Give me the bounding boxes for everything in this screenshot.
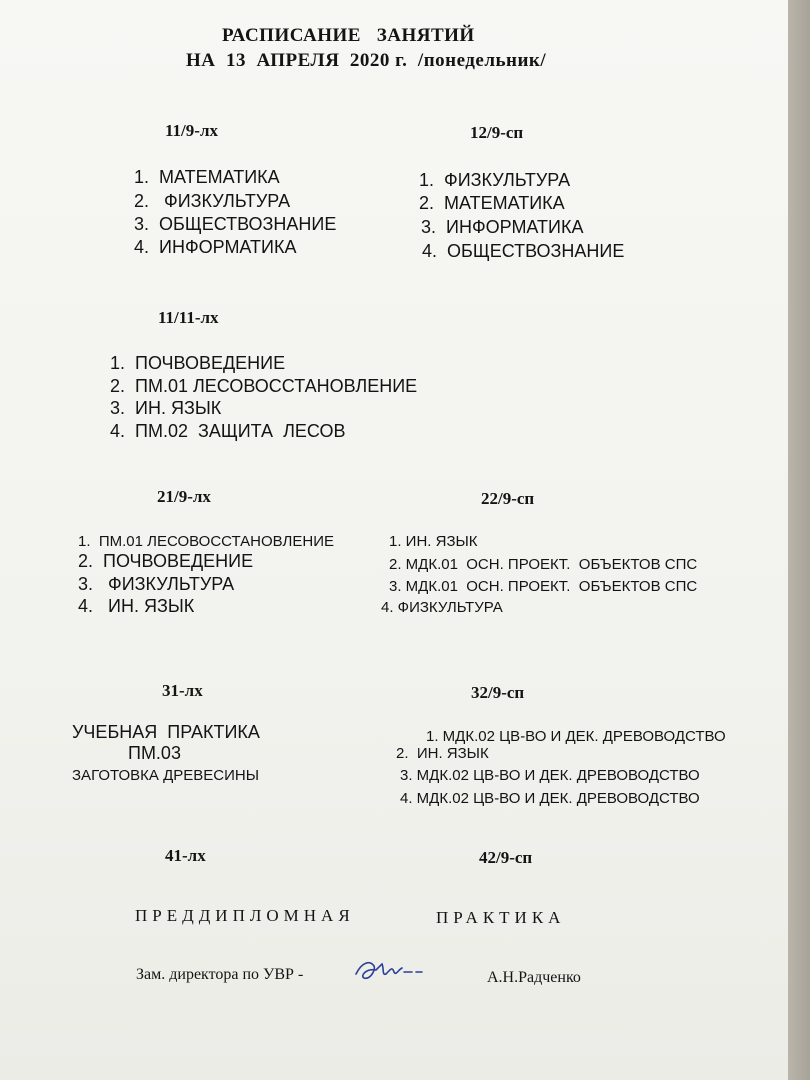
schedule-title: РАСПИСАНИЕ ЗАНЯТИЙ [222, 25, 475, 46]
practice-label-right: ПРАКТИКА [436, 908, 566, 927]
list-item: 4. МДК.02 ЦВ-ВО И ДЕК. ДРЕВОВОДСТВО [400, 790, 700, 807]
list-item: 2. МАТЕМАТИКА [419, 193, 565, 213]
list-item: ПМ.03 [128, 743, 181, 763]
group-heading-22-9-sp: 22/9-сп [481, 489, 535, 508]
handwritten-signature [352, 958, 424, 988]
group-heading-32-9-sp: 32/9-сп [471, 683, 525, 702]
list-item: 2. ПМ.01 ЛЕСОВОССТАНОВЛЕНИЕ [110, 376, 418, 396]
list-item: 3. ОБЩЕСТВОЗНАНИЕ [134, 214, 337, 234]
group-heading-41-lh: 41-лх [165, 846, 206, 865]
list-item: 1. ФИЗКУЛЬТУРА [419, 170, 571, 190]
list-item: 4. ИН. ЯЗЫК [78, 596, 195, 616]
background-edge [788, 0, 810, 1080]
list-item: 4. ИНФОРМАТИКА [134, 237, 297, 257]
group-heading-21-9-lh: 21/9-лх [157, 487, 211, 506]
group-heading-11-9-lh: 11/9-лх [165, 121, 218, 140]
signer-position: Зам. директора по УВР - [136, 966, 304, 983]
list-item: 2. МДК.01 ОСН. ПРОЕКТ. ОБЪЕКТОВ СПС [389, 556, 698, 573]
list-item: 1. ИН. ЯЗЫК [389, 533, 478, 550]
practice-label-left: ПРЕДДИПЛОМНАЯ [135, 906, 355, 925]
list-item: 1. МДК.02 ЦВ-ВО И ДЕК. ДРЕВОВОДСТВО [426, 728, 726, 745]
signer-name: А.Н.Радченко [487, 969, 581, 986]
list-item: 3. ФИЗКУЛЬТУРА [78, 574, 235, 594]
group-heading-12-9-sp: 12/9-сп [470, 123, 524, 142]
list-item: 3. МДК.02 ЦВ-ВО И ДЕК. ДРЕВОВОДСТВО [400, 767, 700, 784]
group-heading-42-9-sp: 42/9-сп [479, 848, 533, 867]
list-item: 2. ИН. ЯЗЫК [396, 745, 489, 762]
list-item: 4. ФИЗКУЛЬТУРА [381, 599, 503, 616]
list-item: 4. ОБЩЕСТВОЗНАНИЕ [422, 241, 625, 261]
group-heading-31-lh: 31-лх [162, 681, 203, 700]
list-item: 3. ИН. ЯЗЫК [110, 398, 222, 418]
list-item: 1. ПОЧВОВЕДЕНИЕ [110, 353, 286, 373]
list-item: 4. ПМ.02 ЗАЩИТА ЛЕСОВ [110, 421, 346, 441]
list-item: 2. ПОЧВОВЕДЕНИЕ [78, 551, 254, 571]
list-item: УЧЕБНАЯ ПРАКТИКА [72, 722, 260, 742]
list-item: 1. ПМ.01 ЛЕСОВОССТАНОВЛЕНИЕ [78, 533, 334, 550]
list-item: 2. ФИЗКУЛЬТУРА [134, 191, 291, 211]
list-item: 3. ИНФОРМАТИКА [421, 217, 584, 237]
list-item: 3. МДК.01 ОСН. ПРОЕКТ. ОБЪЕКТОВ СПС [389, 578, 698, 595]
list-item: 1. МАТЕМАТИКА [134, 167, 280, 187]
schedule-date: НА 13 АПРЕЛЯ 2020 г. /понедельник/ [186, 50, 547, 71]
list-item: ЗАГОТОВКА ДРЕВЕСИНЫ [72, 767, 259, 784]
group-heading-11-11-lh: 11/11-лх [158, 308, 219, 327]
